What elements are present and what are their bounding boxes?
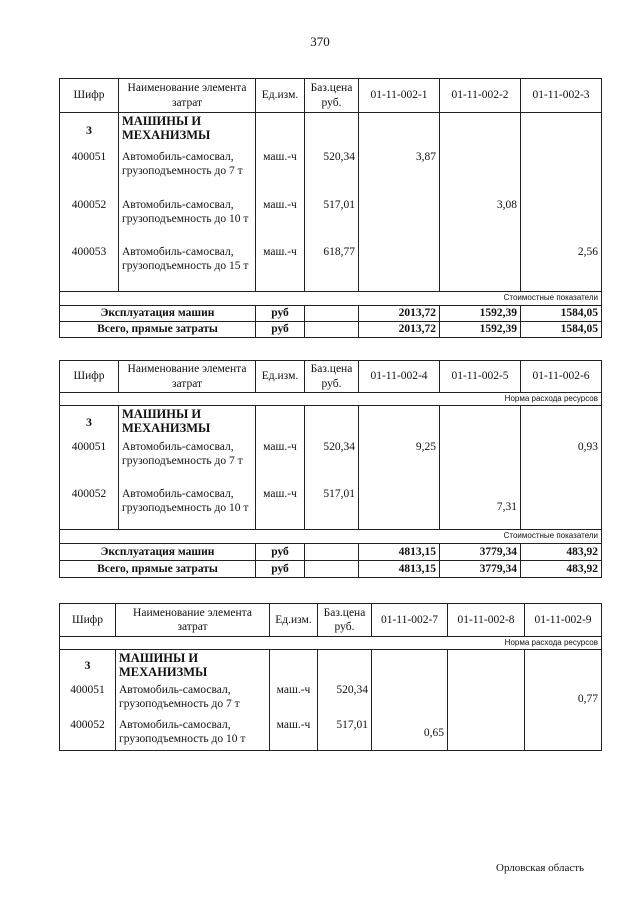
section-row: [60, 113, 602, 149]
table-row: [60, 682, 602, 717]
row-price: 517,01: [305, 486, 359, 530]
total-value: 4813,15: [359, 561, 440, 578]
label-row: [60, 292, 602, 306]
total-label: Эксплуатация машин: [60, 544, 256, 561]
header-code: Шифр: [60, 361, 119, 393]
total-label: Эксплуатация машин: [60, 306, 256, 322]
row-value: [440, 439, 521, 486]
row-code: 400052: [60, 197, 119, 244]
row-value: [440, 149, 521, 197]
label-row: [60, 637, 602, 650]
page-number: 370: [310, 34, 330, 49]
row-unit: маш.-ч: [256, 486, 305, 530]
row-code: 400053: [60, 244, 119, 292]
total-value: 3779,34: [440, 544, 521, 561]
row-price: 618,77: [305, 244, 359, 292]
row-code: 400051: [60, 439, 119, 486]
total-row: [60, 544, 602, 561]
row-unit: маш.-ч: [256, 149, 305, 197]
row-price: 517,01: [318, 717, 372, 751]
total-value: 2013,72: [359, 322, 440, 338]
table-header-row: [60, 604, 602, 637]
row-value: [521, 197, 602, 244]
row-value: 0,65: [372, 717, 448, 751]
row-name: Автомобиль-самосвал, грузоподъемность до 15 т: [119, 244, 256, 292]
section-name: МАШИНЫ И МЕХАНИЗМЫ: [116, 650, 270, 682]
row-value: [359, 486, 440, 530]
header-code: Шифр: [60, 604, 116, 637]
total-value: 1584,05: [521, 306, 602, 322]
row-code: 400052: [60, 717, 116, 751]
section-row: [60, 650, 602, 682]
rates-table-2: [59, 360, 602, 578]
row-name: Автомобиль-самосвал, грузоподъемность до 10 т: [119, 197, 256, 244]
row-value: 2,56: [521, 244, 602, 292]
rates-table-1: [59, 78, 602, 338]
header-name: Наименование элемента затрат: [119, 361, 256, 393]
section-code: 3: [60, 650, 116, 682]
table-row: [60, 486, 602, 530]
row-unit: маш.-ч: [270, 717, 318, 751]
resource-norm-label: Норма расхода ресурсов: [60, 637, 602, 650]
row-price: 520,34: [318, 682, 372, 717]
row-value: 0,93: [521, 439, 602, 486]
total-label: Всего, прямые затраты: [60, 561, 256, 578]
row-value: 7,31: [440, 486, 521, 530]
total-unit: руб: [256, 544, 305, 561]
total-value: 483,92: [521, 561, 602, 578]
rates-table-3: [59, 603, 602, 751]
row-value: [359, 197, 440, 244]
header-column: 01-11-002-6: [521, 361, 602, 393]
row-name: Автомобиль-самосвал, грузоподъемность до 7 т: [116, 682, 270, 717]
row-code: 400051: [60, 149, 119, 197]
section-row: [60, 406, 602, 439]
header-column: 01-11-002-2: [440, 79, 521, 113]
total-unit: руб: [256, 306, 305, 322]
header-name: Наименование элемента затрат: [119, 79, 256, 113]
row-value: 3,87: [359, 149, 440, 197]
header-column: 01-11-002-5: [440, 361, 521, 393]
header-column: 01-11-002-4: [359, 361, 440, 393]
row-name: Автомобиль-самосвал, грузоподъемность до 7 т: [119, 439, 256, 486]
section-code: 3: [60, 113, 119, 149]
cost-indicators-label: Стоимостные показатели: [60, 530, 602, 544]
row-value: [440, 244, 521, 292]
header-unit: Ед.изм.: [256, 361, 305, 393]
header-column: 01-11-002-7: [372, 604, 448, 637]
row-code: 400052: [60, 486, 119, 530]
header-code: Шифр: [60, 79, 119, 113]
row-value: [525, 717, 602, 751]
total-row: [60, 561, 602, 578]
total-row: [60, 322, 602, 338]
header-column: 01-11-002-9: [525, 604, 602, 637]
label-row: [60, 393, 602, 406]
row-unit: маш.-ч: [256, 244, 305, 292]
total-value: 1592,39: [440, 322, 521, 338]
header-unit: Ед.изм.: [256, 79, 305, 113]
section-name: МАШИНЫ И МЕХАНИЗМЫ: [119, 406, 256, 439]
row-name: Автомобиль-самосвал, грузоподъемность до 10 т: [116, 717, 270, 751]
header-column: 01-11-002-8: [448, 604, 525, 637]
header-price: Баз.цена руб.: [305, 79, 359, 113]
row-value: 9,25: [359, 439, 440, 486]
label-row: [60, 530, 602, 544]
resource-norm-label: Норма расхода ресурсов: [60, 393, 602, 406]
total-value: 1592,39: [440, 306, 521, 322]
row-price: 520,34: [305, 439, 359, 486]
row-value: 3,08: [440, 197, 521, 244]
row-code: 400051: [60, 682, 116, 717]
table-row: [60, 149, 602, 197]
row-value: 0,77: [525, 682, 602, 717]
footer-region: Орловская область: [496, 862, 585, 874]
section-name: МАШИНЫ И МЕХАНИЗМЫ: [119, 113, 256, 149]
row-unit: маш.-ч: [270, 682, 318, 717]
row-name: Автомобиль-самосвал, грузоподъемность до 10 т: [119, 486, 256, 530]
header-column: 01-11-002-1: [359, 79, 440, 113]
row-price: 520,34: [305, 149, 359, 197]
total-value: 4813,15: [359, 544, 440, 561]
cost-indicators-label: Стоимостные показатели: [60, 292, 602, 306]
total-label: Всего, прямые затраты: [60, 322, 256, 338]
row-unit: маш.-ч: [256, 197, 305, 244]
table-row: [60, 197, 602, 244]
total-unit: руб: [256, 561, 305, 578]
row-unit: маш.-ч: [256, 439, 305, 486]
section-code: 3: [60, 406, 119, 439]
table-header-row: [60, 361, 602, 393]
header-name: Наименование элемента затрат: [116, 604, 270, 637]
row-value: [521, 149, 602, 197]
total-value: 3779,34: [440, 561, 521, 578]
row-value: [521, 486, 602, 530]
total-row: [60, 306, 602, 322]
table-row: [60, 244, 602, 292]
header-price: Баз.цена руб.: [318, 604, 372, 637]
row-value: [448, 682, 525, 717]
total-value: 2013,72: [359, 306, 440, 322]
header-unit: Ед.изм.: [270, 604, 318, 637]
header-price: Баз.цена руб.: [305, 361, 359, 393]
total-value: 1584,05: [521, 322, 602, 338]
total-unit: руб: [256, 322, 305, 338]
row-value: [372, 682, 448, 717]
row-price: 517,01: [305, 197, 359, 244]
table-row: [60, 717, 602, 751]
header-column: 01-11-002-3: [521, 79, 602, 113]
table-header-row: [60, 79, 602, 113]
total-value: 483,92: [521, 544, 602, 561]
table-row: [60, 439, 602, 486]
row-value: [359, 244, 440, 292]
row-name: Автомобиль-самосвал, грузоподъемность до 7 т: [119, 149, 256, 197]
row-value: [448, 717, 525, 751]
